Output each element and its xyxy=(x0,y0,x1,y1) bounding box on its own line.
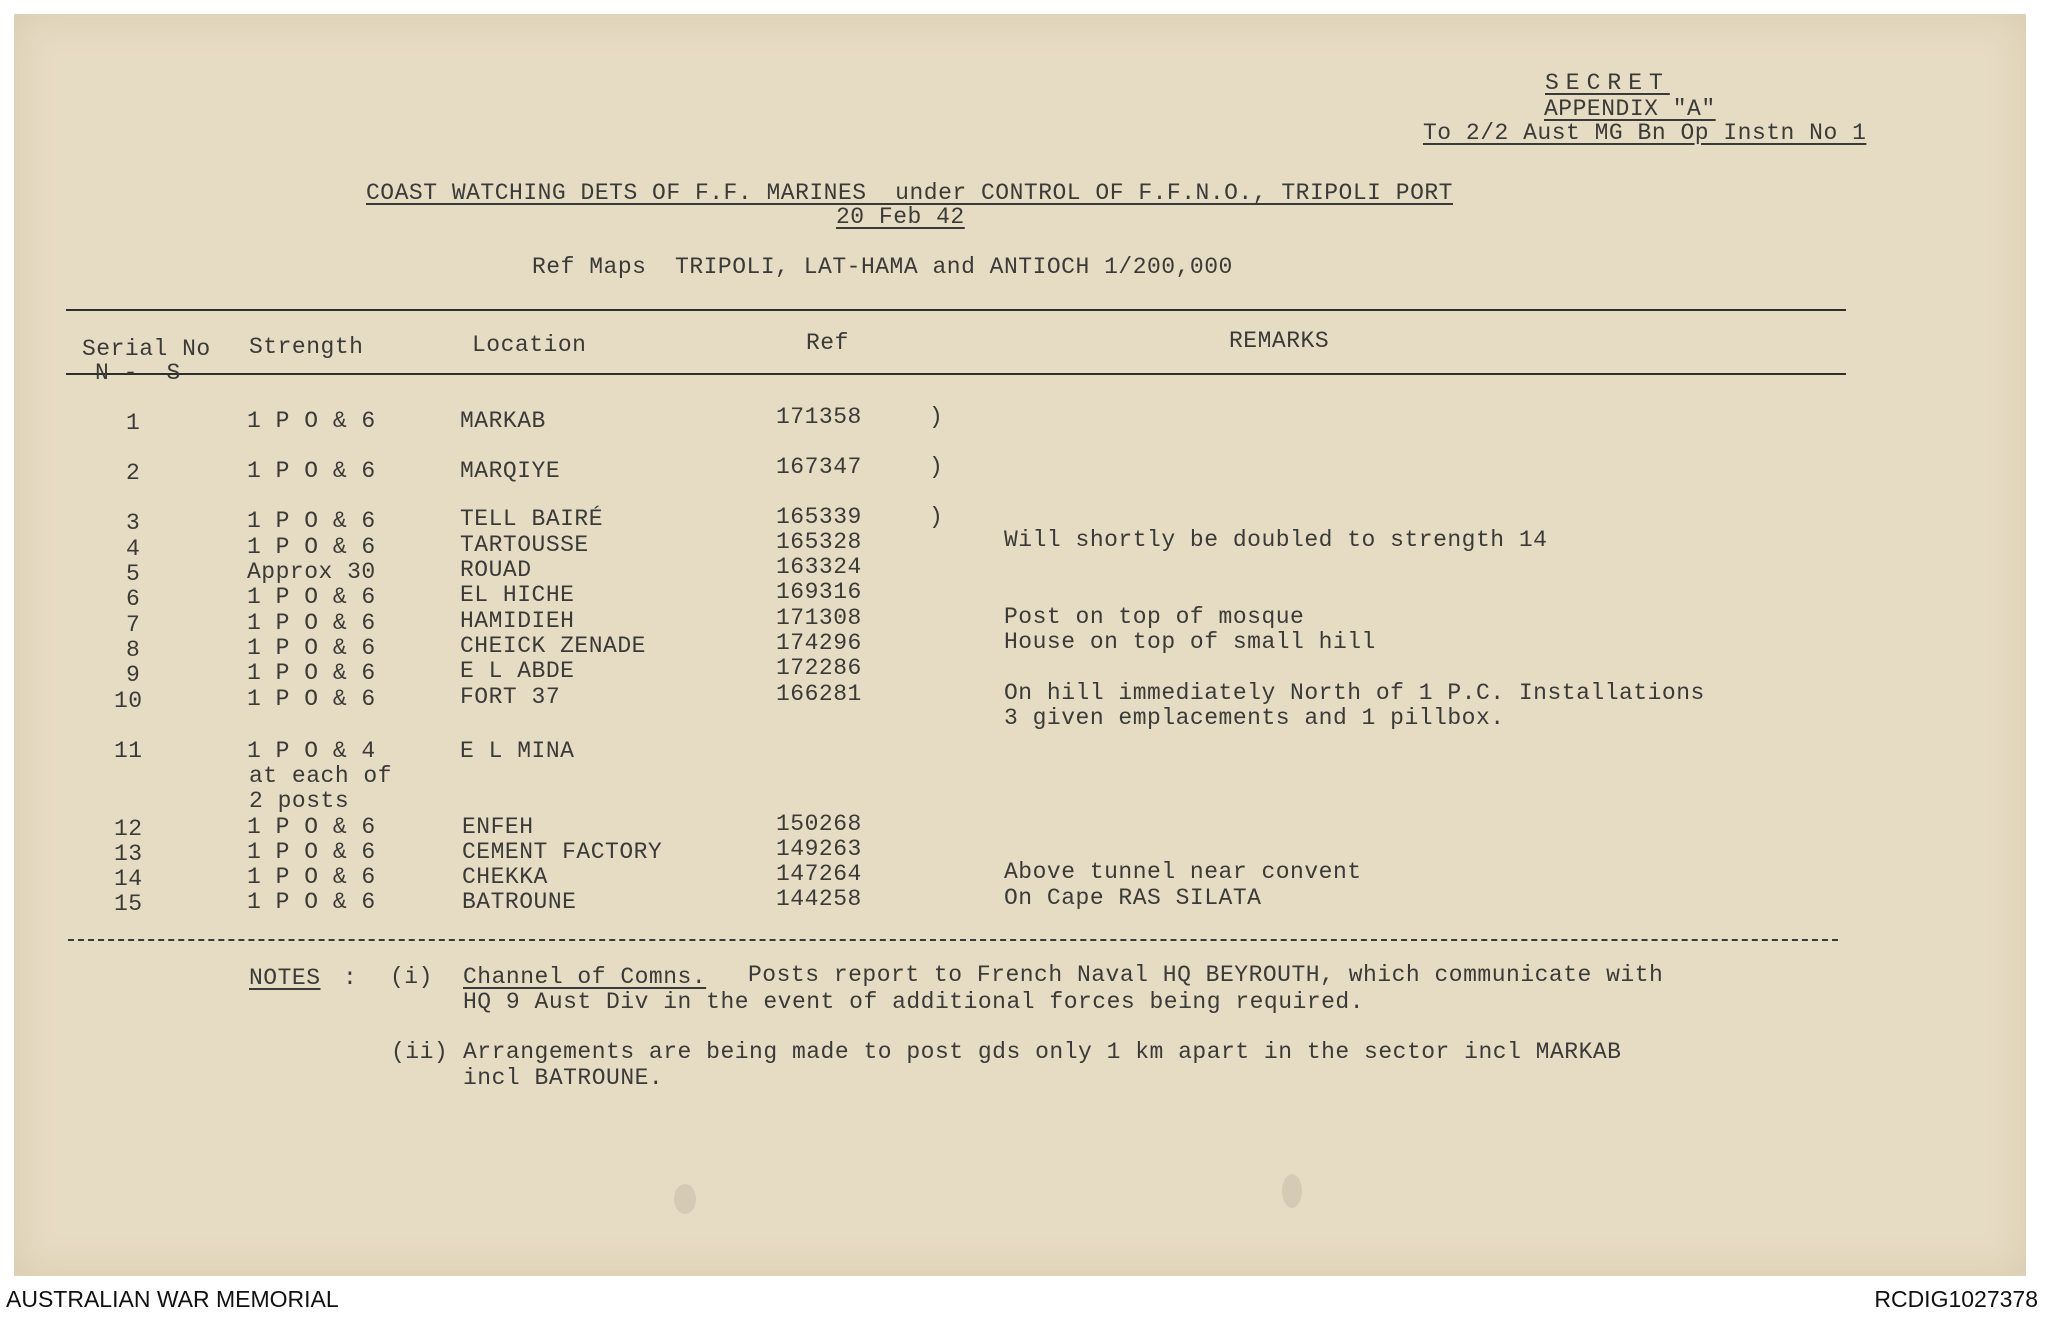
col-header-location: Location xyxy=(472,332,587,358)
col-header-strength: Strength xyxy=(249,334,364,360)
row-ref: 144258 xyxy=(776,886,862,912)
archive-reference-id: RCDIG1027378 xyxy=(1874,1286,2038,1312)
row-remarks: Will shortly be doubled to strength 14 xyxy=(1004,527,1548,553)
row-bracket: ) xyxy=(929,454,944,480)
row-strength: 1 P O & 6 xyxy=(247,814,376,840)
row-strength: 1 P O & 6 xyxy=(247,408,376,434)
row-bracket: ) xyxy=(929,404,944,430)
row-serial: 12 xyxy=(114,816,143,842)
row-ref: 150268 xyxy=(776,811,862,837)
document-title: COAST WATCHING DETS OF F.F. MARINES under CONTROL OF F.F.N.O., TRIPOLI PORT xyxy=(366,180,1453,206)
row-location: FORT 37 xyxy=(460,684,561,710)
row-serial: 4 xyxy=(126,536,141,562)
col-header-remarks: REMARKS xyxy=(1229,328,1330,354)
row-location: ENFEH xyxy=(462,814,534,840)
row-strength: 1 P O & 6 xyxy=(247,635,376,661)
note-2-text-continued: incl BATROUNE. xyxy=(463,1065,664,1091)
row-remarks: House on top of small hill xyxy=(1004,629,1376,655)
row-ref: 149263 xyxy=(776,836,862,862)
row-strength-continued: 2 posts xyxy=(249,788,350,814)
row-strength: 1 P O & 6 xyxy=(247,458,376,484)
row-location: ROUAD xyxy=(460,557,532,583)
row-ref: 171358 xyxy=(776,404,862,430)
row-strength: 1 P O & 6 xyxy=(247,839,376,865)
appendix-label: APPENDIX "A" xyxy=(1544,96,1716,122)
row-strength: 1 P O & 6 xyxy=(247,686,376,712)
row-serial: 7 xyxy=(126,612,141,638)
row-location: MARKAB xyxy=(460,408,546,434)
note-1-text: Posts report to French Naval HQ BEYROUTH, which communicate with xyxy=(748,962,1664,988)
row-serial: 2 xyxy=(126,460,141,486)
paper-stain xyxy=(674,1184,696,1214)
row-location: CEMENT FACTORY xyxy=(462,839,663,865)
row-ref: 174296 xyxy=(776,630,862,656)
row-serial: 6 xyxy=(126,586,141,612)
note-2-text: Arrangements are being made to post gds only 1 km apart in the sector incl MARKAB xyxy=(463,1039,1622,1065)
row-ref: 165339 xyxy=(776,504,862,530)
row-strength: 1 P O & 6 xyxy=(247,889,376,915)
ref-maps: Ref Maps TRIPOLI, LAT-HAMA and ANTIOCH 1/200,000 xyxy=(532,254,1233,280)
row-strength: 1 P O & 6 xyxy=(247,534,376,560)
paper-stain xyxy=(1282,1174,1302,1208)
notes-label: NOTES xyxy=(249,965,321,991)
row-serial: 15 xyxy=(114,891,143,917)
row-remarks: Post on top of mosque xyxy=(1004,604,1305,630)
row-serial: 5 xyxy=(126,561,141,587)
note-1-text-continued: HQ 9 Aust Div in the event of additional forces being required. xyxy=(463,989,1365,1015)
row-serial: 11 xyxy=(114,738,143,764)
col-header-serial: Serial No xyxy=(82,336,211,362)
row-remarks: Above tunnel near convent xyxy=(1004,859,1362,885)
row-ref: 147264 xyxy=(776,861,862,887)
row-bracket: ) xyxy=(929,504,944,530)
classification-marking: SECRET xyxy=(1545,70,1670,96)
row-strength: 1 P O & 6 xyxy=(247,584,376,610)
row-ref: 172286 xyxy=(776,655,862,681)
row-location: TARTOUSSE xyxy=(460,532,589,558)
table-header-rule xyxy=(66,373,1846,375)
row-serial: 10 xyxy=(114,688,143,714)
row-strength: Approx 30 xyxy=(247,559,376,585)
row-location: E L ABDE xyxy=(460,658,575,684)
row-strength: 1 P O & 6 xyxy=(247,660,376,686)
row-strength: 1 P O & 6 xyxy=(247,610,376,636)
row-strength: 1 P O & 6 xyxy=(247,508,376,534)
table-bottom-rule xyxy=(68,939,1838,941)
instruction-reference: To 2/2 Aust MG Bn Op Instn No 1 xyxy=(1423,120,1867,146)
row-remarks: On hill immediately North of 1 P.C. Installations xyxy=(1004,680,1705,706)
row-ref: 167347 xyxy=(776,454,862,480)
row-strength: 1 P O & 4 xyxy=(247,738,376,764)
col-header-serial-sub: N - S xyxy=(95,360,181,386)
row-ref: 166281 xyxy=(776,681,862,707)
document-date: 20 Feb 42 xyxy=(836,204,965,230)
row-location: TELL BAIRÉ xyxy=(460,506,604,532)
row-serial: 9 xyxy=(126,662,141,688)
note-2-number: (ii) xyxy=(391,1039,449,1065)
archive-credit: AUSTRALIAN WAR MEMORIAL xyxy=(6,1286,339,1312)
row-location: CHEICK ZENADE xyxy=(460,633,646,659)
row-location: CHEKKA xyxy=(462,864,548,890)
row-location: E L MINA xyxy=(460,738,575,764)
row-ref: 165328 xyxy=(776,529,862,555)
row-serial: 14 xyxy=(114,866,143,892)
col-header-ref: Ref xyxy=(806,330,849,356)
row-location: EL HICHE xyxy=(460,582,575,608)
row-serial: 8 xyxy=(126,637,141,663)
row-serial: 3 xyxy=(126,510,141,536)
notes-colon: : xyxy=(343,965,358,991)
row-serial: 13 xyxy=(114,841,143,867)
row-location: MARQIYE xyxy=(460,458,561,484)
row-ref: 169316 xyxy=(776,579,862,605)
row-strength: 1 P O & 6 xyxy=(247,864,376,890)
row-location: HAMIDIEH xyxy=(460,608,575,634)
table-top-rule xyxy=(66,309,1846,311)
row-ref: 171308 xyxy=(776,605,862,631)
row-serial: 1 xyxy=(126,410,141,436)
note-1-number: (i) xyxy=(390,964,433,990)
row-remarks-continued: 3 given emplacements and 1 pillbox. xyxy=(1004,705,1505,731)
row-remarks: On Cape RAS SILATA xyxy=(1004,885,1262,911)
row-ref: 163324 xyxy=(776,554,862,580)
row-strength-continued: at each of xyxy=(249,763,393,789)
row-location: BATROUNE xyxy=(462,889,577,915)
note-1-heading: Channel of Comns. xyxy=(463,964,707,990)
